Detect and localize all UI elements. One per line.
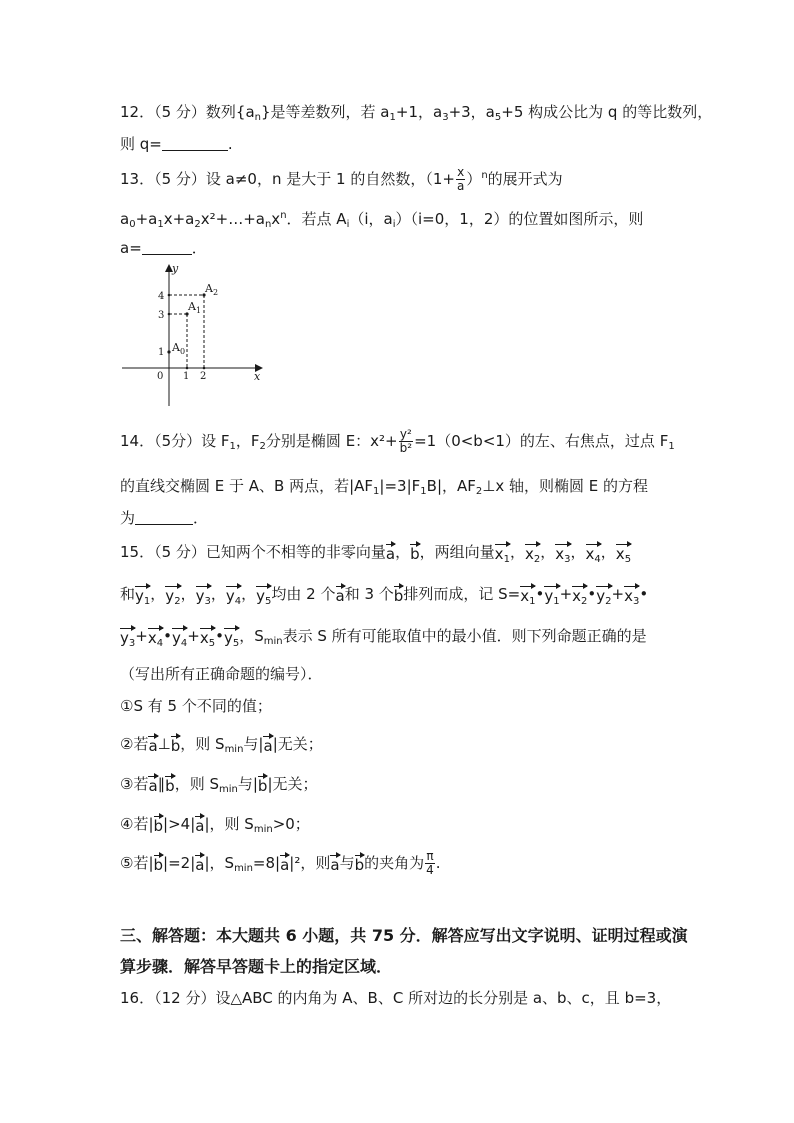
section-heading-line2: 算步骤．解答早答题卡上的指定区域． (120, 957, 393, 976)
vector-a: a (336, 582, 345, 604)
y-axis-label: y (172, 262, 179, 275)
vector-y5: $y_5$ (256, 582, 271, 610)
vector-x4: $x_4$ (148, 624, 163, 652)
point-a0 (167, 350, 170, 353)
tick-dot-1 (186, 367, 189, 370)
coordinate-svg (118, 258, 268, 408)
y-tick-3: 3 (158, 310, 165, 321)
vector-x4: $x_4$ (586, 540, 601, 568)
vector-y2: $y_2$ (596, 582, 611, 610)
vector-b: b (410, 540, 420, 562)
fraction-pi-over-4: $\frac{\pi}{4}$ (426, 849, 434, 877)
vector-a: a (195, 851, 204, 873)
q14-line2: 的直线交椭圆 E 于 A、B 两点，若$|AF_1|=3|F_1B|$，$AF_2\perp x$ 轴，则椭圆 E 的方程 (120, 477, 648, 497)
vector-x2: $x_2$ (572, 582, 587, 610)
tick-dot-y3 (168, 313, 171, 316)
vector-y1: $y_1$ (135, 582, 150, 610)
q16-line1: 16．（12 分）设△ABC 的内角为 A、B、C 所对边的长分别是 a、b、c，且 b=3， (120, 989, 672, 1007)
coordinate-figure (118, 258, 268, 408)
vector-b: b (394, 582, 404, 604)
q15-line1: 15．（5 分）已知两个不相等的非零向量a，b，两组向量$x_1$，$x_2$，$x_3$，$x_4$，$x_5$ (120, 540, 631, 568)
x-tick-1: 1 (183, 371, 190, 382)
vector-y3: $y_3$ (196, 582, 211, 610)
q15-option-2: ②若a⊥b，则 $S_{min}$与|a|无关； (120, 732, 323, 760)
q14-line3: 为 ． (120, 509, 209, 527)
answer-blank (142, 240, 192, 255)
q13-line3: a= ． (120, 239, 207, 257)
answer-blank (135, 510, 193, 525)
q14-line1: 14．（5分）设 $F_1$，$F_2$分别是椭圆 E：x²+ $\frac{\text{y²}}{\text{b²}}$ =1（0<b<1）的左、右焦点，过点 $F_1$ (120, 427, 675, 455)
vector-b: b (154, 812, 164, 834)
q12-line1: 12．（5 分）数列$\{a_n\}$是等差数列，若 $a_1+1$，$a_3+3$，$a_5+5$ 构成公比为 q 的等比数列， (120, 103, 713, 123)
fraction-y2-over-b2: $\frac{\text{y²}}{\text{b²}}$ (399, 427, 413, 455)
fraction-x-over-a: $\frac{x}{a}$ (456, 165, 465, 193)
y-tick-1: 1 (158, 347, 165, 358)
section-heading-line1: 三、解答题：本大题共 6 小题，共 75 分．解答应写出文字说明、证明过程或演 (120, 926, 688, 945)
vector-b: b (165, 772, 175, 794)
q12-line2: 则 q= . (120, 135, 233, 153)
vector-y3: $y_3$ (120, 624, 135, 652)
tick-dot-y4 (168, 294, 171, 297)
vector-y1: $y_1$ (544, 582, 559, 610)
vector-a: a (148, 772, 157, 794)
vector-a: a (330, 851, 339, 873)
q15-line4: （写出所有正确命题的编号）． (120, 665, 323, 683)
answer-blank (162, 136, 228, 151)
q15-option-4: ④若|b|>4|a|，则 $S_{min}>0$； (120, 812, 310, 840)
q15-option-1: ①S 有 5 个不同的值； (120, 697, 272, 715)
x-tick-2: 2 (200, 371, 207, 382)
vector-a: a (195, 812, 204, 834)
q15-option-3: ③若a∥b，则 $S_{min}$与|b|无关； (120, 772, 318, 800)
label-a2: $A_2$ (205, 282, 219, 297)
vector-y4: $y_4$ (226, 582, 241, 610)
vector-a: a (148, 732, 157, 754)
vector-y2: $y_2$ (165, 582, 180, 610)
vector-a: a (263, 732, 272, 754)
vector-y5: $y_5$ (224, 624, 239, 652)
vector-b: b (154, 851, 164, 873)
label-a1: $A_1$ (188, 300, 202, 315)
q15-option-5: ⑤若|b|=2|a|，$S_{min}=8|a|^2$，则a与b的夹角为 $\frac{\pi}{4}$ . (120, 849, 441, 877)
x-axis-label: x (254, 370, 261, 383)
q13-line1: 13．（5 分）设 a≠0，n 是大于 1 的自然数，（1+ $\frac{x}{a}$ ）$^n$的展开式为 (120, 165, 563, 193)
label-a0: $A_0$ (172, 341, 186, 356)
origin-label: 0 (157, 371, 164, 382)
q13-line2: $a_0+a_1x+a_2x^2+\dots+a_nx^n$．若点 $A_i(i$，$a_i)(i=0$，1，2）的位置如图所示，则 (120, 210, 644, 230)
vector-b: b (355, 851, 365, 873)
vector-a: a (386, 540, 395, 562)
vector-x3: $x_3$ (624, 582, 639, 610)
vector-y4: $y_4$ (172, 624, 187, 652)
tick-dot-2 (203, 367, 206, 370)
vector-x5: $x_5$ (616, 540, 631, 568)
q15-line3: $y_3+x_4•y_4+x_5•y_5$，$S_{min}$表示 S 所有可能取值中的最小值．则下列命题正确的是 (120, 624, 647, 652)
vector-x5: $x_5$ (200, 624, 215, 652)
q15-line2: 和$y_1$，$y_2$，$y_3$，$y_4$，$y_5$均由 2 个a和 3 个b排列而成，记 $S=x_1•y_1+x_2•y_2+x_3•$ (120, 582, 648, 610)
vector-x1: $x_1$ (520, 582, 535, 610)
vector-x3: $x_3$ (555, 540, 570, 568)
vector-a: a (280, 851, 289, 873)
vector-x2: $x_2$ (525, 540, 540, 568)
vector-x1: $x_1$ (495, 540, 510, 568)
y-tick-4: 4 (158, 291, 165, 302)
vector-b: b (171, 732, 181, 754)
vector-b: b (258, 772, 268, 794)
